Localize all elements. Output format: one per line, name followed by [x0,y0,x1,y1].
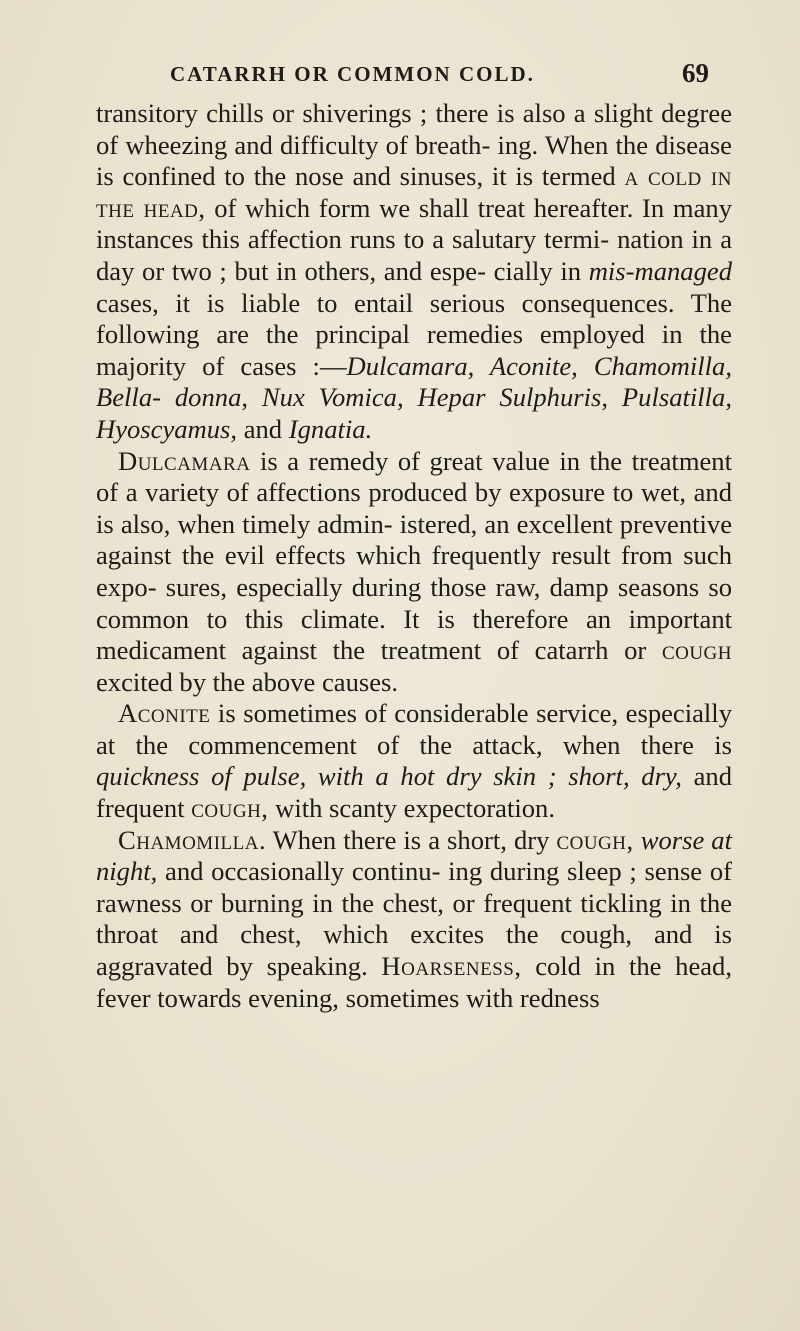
text-run: cold in the head, fever towards evening, sometimes with redness [96,951,732,1013]
term-small-caps: cough, [556,824,634,855]
text-run: of which form we shall treat hereafter. In many instances this affection runs to a salutary termi- nation in a day or two ; but in others, and espe- cially in [96,192,732,286]
remedy-heading: Chamomilla. [118,824,267,855]
text-run: When there is a short, dry [266,824,557,855]
remedy-heading: Aconite [118,698,211,729]
text-run: is sometimes of considerable service, especially at the commencement of the attack, when there is [96,698,732,760]
term-small-caps: Hoarseness, [381,951,522,982]
text-run [634,825,641,855]
emphasis: quickness of pulse, with a hot dry skin ; short, dry, [96,761,682,792]
remedy-list: Dulcamara, Aconite, Chamomilla, Bella- donna, Nux Vomica, Hepar Sulphuris, Pulsatilla, Hyoscyamus, [96,350,733,444]
paragraph [96,825,732,1015]
text-run: transitory chills or shiverings ; there is also a slight degree of wheezing and difficulty of breath- ing. When the disease is confined to the nose and sinuses, it is termed [96,98,732,192]
text-run: and frequent [96,761,732,824]
paragraph [96,98,732,446]
page-body [96,98,732,1014]
emphasis: worse at night, [96,824,732,887]
text-run: and occasionally continu- ing during sleep ; sense of rawness or burning in the chest, or frequent tickling in the throat and chest, which excites the cough, and is aggravated by speaking. [96,856,732,982]
paragraph [96,698,732,824]
page-number: 69 [682,58,709,88]
term-small-caps: cough, [191,793,269,824]
remedy-heading: Dulcamara [118,445,251,476]
term-small-caps: a cold in the head, [96,161,732,223]
paragraph [96,446,732,699]
text-run: and [237,413,289,444]
emphasis: mis-managed [588,255,732,286]
term-small-caps: cough [661,635,732,666]
text-run: is a remedy of great value in the treatment of a variety of affections produced by exposure to wet, and is also, when timely admin- istered, an excellent preventive against the evil effects which frequently result from such expo- sures, especially during those raw, damp seasons so common to this climate. It is therefore an important medicament against the treatment of catarrh or [96,445,732,666]
running-title: CATARRH OR COMMON COLD. [170,62,535,86]
text-run: cases, it is liable to entail serious consequences. The following are the principal remedies employed in the majority of cases :— [96,287,732,381]
remedy-name: Ignatia. [288,413,373,444]
text-run: excited by the above causes. [96,666,399,697]
text-run: with scanty expectoration. [268,793,556,824]
